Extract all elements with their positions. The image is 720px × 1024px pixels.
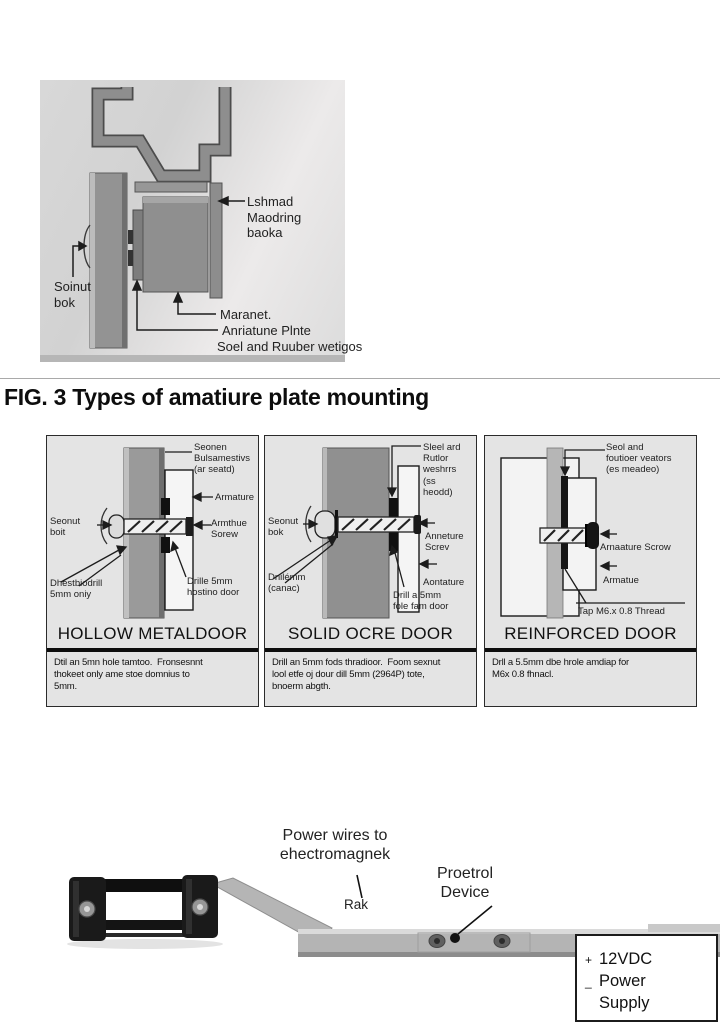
panel-caption: Drll a 5.5mm dbe hrole amdiap for M6x 0.8 fhnacl. — [492, 657, 630, 680]
panel-hollow-metal-door — [46, 435, 259, 707]
rak-label: Rak — [344, 897, 369, 912]
sexnut-label: Seonut boit — [50, 516, 81, 539]
sexnut-bolt — [128, 230, 133, 244]
washers-label: Sleel ard Rutlor weshrrs (ss heodd) — [423, 442, 461, 498]
sexnut-label: Seonut bok — [268, 516, 299, 539]
drill-right-label: Drill a 5mm fole fam door — [393, 590, 449, 613]
washer — [161, 537, 170, 553]
psu-line-2: _ Power — [585, 972, 646, 990]
armature-plate-label: Anriatune Plnte — [222, 323, 311, 338]
maglock-diagram-figure — [40, 80, 363, 362]
sexnut-label: Soinut bok — [54, 279, 91, 310]
magnet-body — [143, 197, 208, 292]
bolt-head — [315, 511, 335, 538]
panel-separator — [485, 648, 696, 652]
panel-separator — [47, 648, 258, 652]
screw-label: Arnaature Scrow — [600, 542, 671, 553]
bolt-tip — [414, 515, 421, 534]
plus-terminal: + — [585, 953, 593, 967]
screw-label: Armthue Sorew — [211, 518, 247, 541]
tap-thread-label: Tap M6.x 0.8 Thread — [578, 606, 665, 617]
clamp-rod — [104, 879, 184, 892]
power-supply-box — [575, 934, 718, 1022]
clamp-rod — [104, 920, 184, 930]
bracket-label: Lshmad Maodring baoka — [247, 194, 302, 241]
bolt-tip — [186, 517, 193, 536]
section-divider — [0, 378, 720, 379]
drill-right-label: Drille 5mm hostino door — [187, 576, 240, 599]
psu-line-3: Supply — [599, 994, 650, 1012]
panel-title: REINFORCED DOOR — [504, 624, 677, 643]
washer — [161, 498, 170, 515]
figure-heading: FIG. 3 Types of amatiure plate mounting — [4, 384, 429, 410]
reinforce-plate — [561, 476, 568, 569]
minus-terminal: _ — [585, 975, 592, 989]
figure-bottom-shadow — [40, 355, 345, 362]
washers-label: Soel and Ruuber wetigos — [217, 339, 363, 354]
drill-left-label: Dhestbiodrill 5mm oniy — [50, 578, 103, 601]
washers-label: Seonen Bulsamestivs (ar seatd) — [194, 442, 250, 476]
magnet-top-plate — [135, 182, 207, 192]
bolt-head — [109, 515, 124, 538]
armature-label: Armature — [215, 492, 255, 503]
door-slab — [90, 173, 127, 348]
magnet-label: Maranet. — [220, 307, 272, 322]
psu-line-1: + 12VDC — [585, 950, 653, 968]
armature-label: Aontature — [423, 577, 465, 588]
panel-title: HOLLOW METALDOOR — [57, 624, 248, 643]
panel-separator — [265, 648, 476, 652]
drill-left-label: Dnilémm (canac) — [268, 572, 306, 595]
control-device-label: Proetrol Device — [436, 865, 494, 902]
washers-label: Seol and foutioer veators (es meadeo) — [606, 442, 672, 476]
power-wires-label: Power wires to ehectromagnek — [279, 827, 391, 864]
screw-label: Anneture Screv — [425, 531, 464, 554]
panel-caption: Drill an 5mm fods thradioor. Foom sexnut lool etfe oj dour dill 5mm (2964P) tote, bnoerm abgth. — [272, 657, 441, 692]
armature-label: Armatue — [603, 575, 639, 586]
panel-title: SOLID OCRE DOOR — [287, 624, 454, 643]
panel-solid-core-door — [264, 435, 477, 707]
panel-reinforced-door — [484, 435, 697, 707]
panel-caption: Dtil an 5mn hole tamtoo. Fronsesnnt thokeet only ame stoe domnius to 5mm. — [54, 657, 203, 692]
screw-head — [587, 522, 599, 549]
